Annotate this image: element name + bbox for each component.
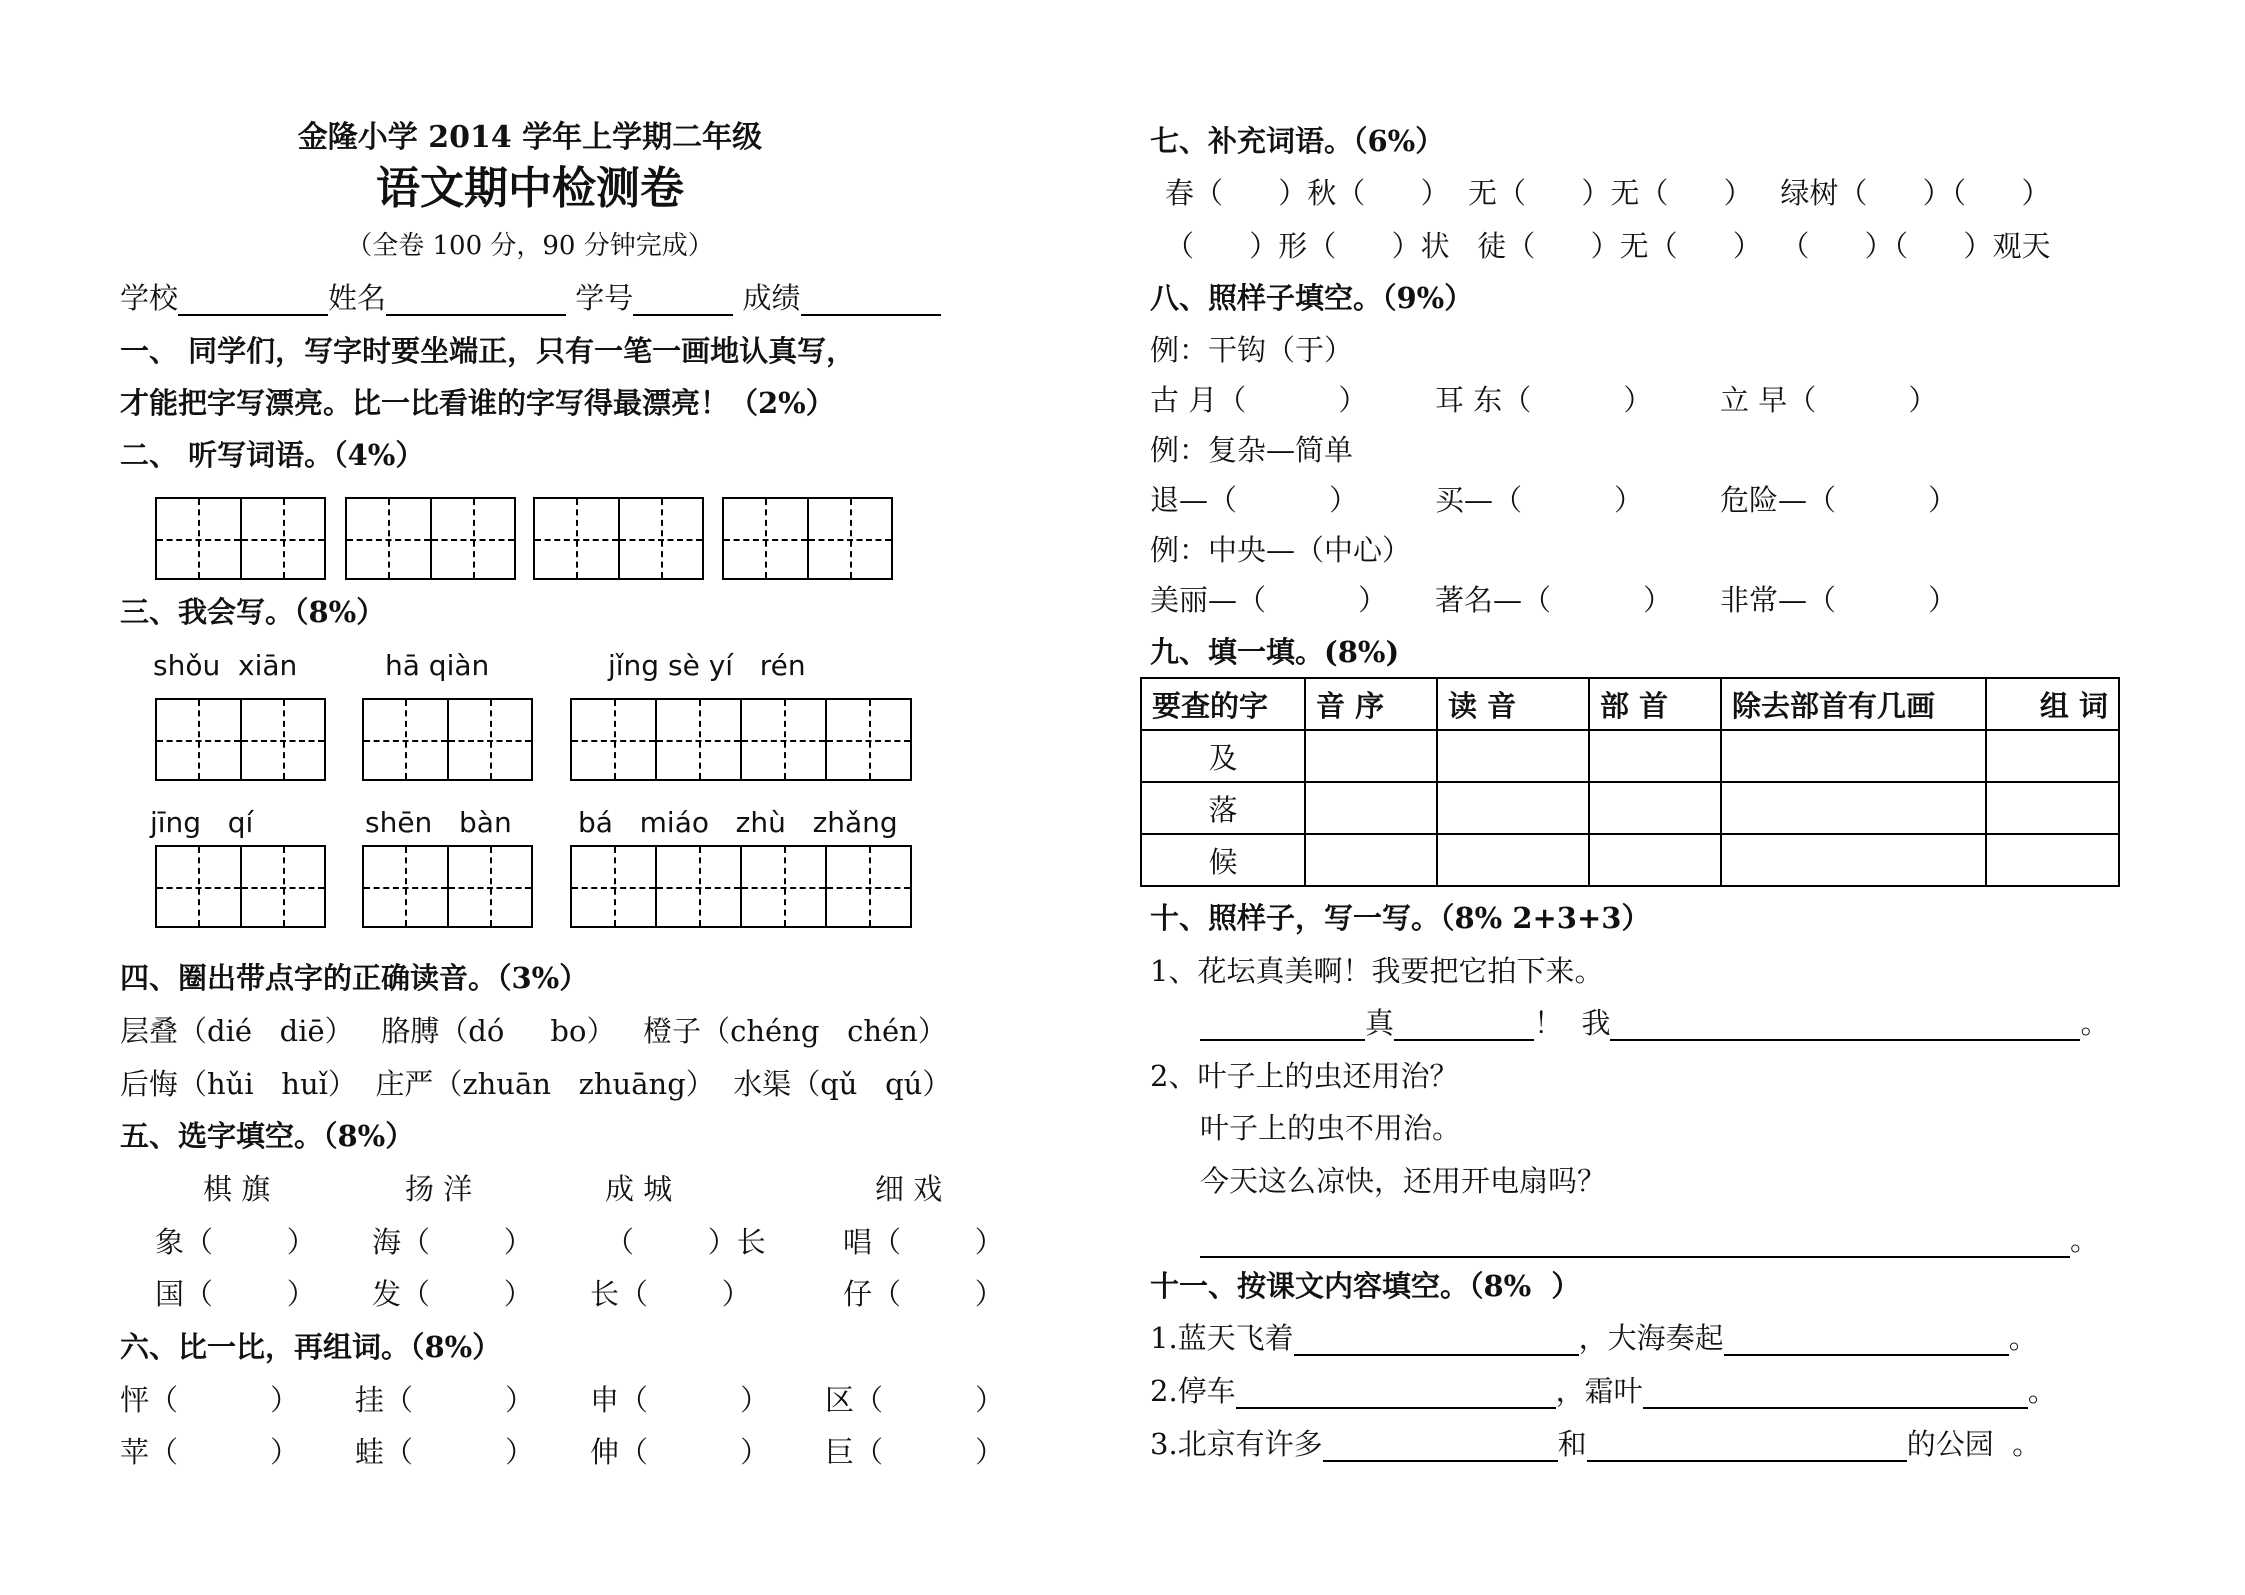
table-cell[interactable] bbox=[1721, 730, 1986, 782]
q1-blank-1[interactable] bbox=[1200, 1009, 1365, 1041]
pinyin-1: shǒu xiān bbox=[153, 649, 298, 682]
q1-word-1: 真 bbox=[1365, 1006, 1395, 1040]
section-9-title: 九、填一填。(8%) bbox=[1150, 635, 1400, 669]
table-cell[interactable] bbox=[1986, 834, 2119, 886]
section-10-title: 十、照样子，写一写。（8% 2+3+3） bbox=[1150, 901, 1651, 935]
table-header-cell: 除去部首有几画 bbox=[1721, 678, 1986, 730]
fill-5-1: 象（ ） bbox=[155, 1225, 316, 1259]
recite-line-3 bbox=[1150, 1426, 2041, 1462]
fill-8-4: 退—（ ） bbox=[1150, 483, 1359, 517]
q2-blank[interactable] bbox=[1200, 1226, 2070, 1258]
recite-2-a: 2.停车 bbox=[1150, 1374, 1236, 1408]
write-grid-6[interactable] bbox=[570, 845, 912, 928]
lookup-table bbox=[1140, 677, 2120, 887]
q2-end: 。 bbox=[2070, 1223, 2100, 1257]
exam-note: （全卷 100 分，90 分钟完成） bbox=[346, 231, 714, 261]
fill-5-5: 国（ ） bbox=[155, 1277, 316, 1311]
choice-group-4: 细 戏 bbox=[875, 1172, 943, 1206]
choice-group-2: 扬 洋 bbox=[405, 1172, 473, 1206]
recite-2-c: 。 bbox=[2027, 1374, 2057, 1408]
table-cell[interactable] bbox=[1721, 782, 1986, 834]
table-cell[interactable] bbox=[1721, 834, 1986, 886]
table-cell[interactable] bbox=[1589, 834, 1721, 886]
recite-3-c: 的公园 。 bbox=[1906, 1427, 2042, 1461]
pinyin-3: jǐng sè yí rén bbox=[608, 649, 806, 682]
section-5-title: 五、选字填空。（8%） bbox=[120, 1119, 415, 1153]
fill-8-6: 危险—（ ） bbox=[1720, 483, 1958, 517]
write-grid-3[interactable] bbox=[570, 698, 912, 781]
recite-line-1 bbox=[1150, 1320, 2038, 1356]
table-header-cell: 读 音 bbox=[1437, 678, 1589, 730]
field-number-label: 学号 bbox=[575, 281, 634, 315]
compare-8: 巨（ ） bbox=[825, 1435, 1005, 1469]
table-cell[interactable] bbox=[1305, 730, 1437, 782]
recite-1-a: 1.蓝天飞着 bbox=[1150, 1321, 1294, 1355]
school-line: 金隆小学 2014 学年上学期二年级 bbox=[297, 120, 763, 155]
write-grid-4[interactable] bbox=[155, 845, 326, 928]
fill-5-4: 唱（ ） bbox=[843, 1225, 1004, 1259]
compare-6: 蛙（ ） bbox=[355, 1435, 535, 1469]
table-cell[interactable] bbox=[1305, 834, 1437, 886]
q1-blank-3[interactable] bbox=[1610, 1009, 2080, 1041]
section-6-title: 六、比一比，再组词。（8%） bbox=[120, 1330, 502, 1364]
reading-line-2: 后悔（hǔi huǐ） 庄严（zhuān zhuāng） 水渠（qǔ qú） bbox=[120, 1067, 952, 1101]
example-2: 例：复杂—简单 bbox=[1150, 433, 1354, 467]
fill-8-7: 美丽—（ ） bbox=[1150, 583, 1388, 617]
section-1-title-line1: 一、 同学们，写字时要坐端正，只有一笔一画地认真写， bbox=[120, 334, 856, 368]
fill-8-8: 著名—（ ） bbox=[1435, 583, 1673, 617]
table-char-cell: 落 bbox=[1141, 782, 1305, 834]
q1-text: 1、花坛真美啊！我要把它拍下来。 bbox=[1150, 954, 1604, 988]
example-3: 例：中央—（中心） bbox=[1150, 533, 1412, 567]
table-header-cell: 组 词 bbox=[1986, 678, 2119, 730]
field-school-label: 学校 bbox=[120, 281, 179, 315]
section-11-title: 十一、按课文内容填空。（8% ） bbox=[1150, 1269, 1581, 1303]
table-row bbox=[1141, 834, 2119, 886]
q1-end: 。 bbox=[2080, 1006, 2110, 1040]
table-cell[interactable] bbox=[1437, 834, 1589, 886]
idiom-line-2: （ ）形（ ）状 徒（ ）无（ ） （ ）（ ）观天 bbox=[1165, 229, 2051, 263]
q2-question: 今天这么凉快，还用开电扇吗？ bbox=[1200, 1164, 1607, 1198]
name-blank[interactable] bbox=[386, 284, 566, 316]
table-cell[interactable] bbox=[1589, 730, 1721, 782]
school-blank[interactable] bbox=[178, 284, 328, 316]
compare-3: 申（ ） bbox=[590, 1383, 770, 1417]
student-info-line bbox=[120, 280, 941, 316]
example-1: 例：干钩（于） bbox=[1150, 333, 1354, 367]
q1-answer-line bbox=[1200, 1005, 2109, 1041]
fill-5-3: （ ）长 bbox=[605, 1225, 766, 1259]
fill-5-7: 长（ ） bbox=[590, 1277, 751, 1311]
table-cell[interactable] bbox=[1986, 730, 2119, 782]
dictation-grid-4[interactable] bbox=[722, 497, 893, 580]
score-blank[interactable] bbox=[801, 284, 941, 316]
recite-1-blank-1[interactable] bbox=[1294, 1324, 1579, 1356]
section-8-title: 八、照样子填空。（9%） bbox=[1150, 281, 1474, 315]
recite-1-b: ，大海奏起 bbox=[1578, 1321, 1724, 1355]
write-grid-5[interactable] bbox=[362, 845, 533, 928]
section-4-title: 四、圈出带点字的正确读音。（3%） bbox=[120, 961, 589, 995]
pinyin-6: bá miáo zhù zhǎng bbox=[578, 806, 898, 839]
recite-line-2 bbox=[1150, 1373, 2057, 1409]
idiom-line-1: 春（ ）秋（ ） 无（ ）无（ ） 绿树（ ）（ ） bbox=[1165, 176, 2051, 210]
fill-8-2: 耳 东（ ） bbox=[1435, 383, 1653, 417]
table-cell[interactable] bbox=[1437, 730, 1589, 782]
recite-3-a: 3.北京有许多 bbox=[1150, 1427, 1323, 1461]
reading-line-1: 层叠（dié diē） 胳膊（dó bo） 橙子（chéng chén） bbox=[120, 1014, 947, 1048]
table-header-cell: 要查的字 bbox=[1141, 678, 1305, 730]
q2-text: 2、叶子上的虫还用治？ bbox=[1150, 1059, 1459, 1093]
table-cell[interactable] bbox=[1305, 782, 1437, 834]
fill-5-6: 发（ ） bbox=[372, 1277, 533, 1311]
table-header-row bbox=[1141, 678, 2119, 730]
section-1-title-line2: 才能把字写漂亮。比一比看谁的字写得最漂亮！（2%） bbox=[120, 386, 835, 420]
fill-8-3: 立 早（ ） bbox=[1720, 383, 1938, 417]
dictation-grid-3[interactable] bbox=[533, 497, 704, 580]
table-char-cell: 及 bbox=[1141, 730, 1305, 782]
pinyin-2: hā qiàn bbox=[385, 649, 490, 682]
number-blank[interactable] bbox=[633, 284, 733, 316]
choice-group-3: 成 城 bbox=[605, 1172, 673, 1206]
q2-example: 叶子上的虫不用治。 bbox=[1200, 1111, 1462, 1145]
write-grid-2[interactable] bbox=[362, 698, 533, 781]
recite-1-c: 。 bbox=[2008, 1321, 2038, 1355]
section-3-title: 三、我会写。（8%） bbox=[120, 595, 386, 629]
table-cell[interactable] bbox=[1986, 782, 2119, 834]
recite-1-blank-2[interactable] bbox=[1724, 1324, 2009, 1356]
q1-word-2: ！ 我 bbox=[1534, 1006, 1611, 1040]
table-cell[interactable] bbox=[1437, 782, 1589, 834]
recite-2-blank-2[interactable] bbox=[1643, 1377, 2028, 1409]
recite-2-blank-1[interactable] bbox=[1236, 1377, 1556, 1409]
compare-2: 挂（ ） bbox=[355, 1383, 535, 1417]
choice-group-1: 棋 旗 bbox=[203, 1172, 271, 1206]
fill-8-1: 古 月（ ） bbox=[1150, 383, 1368, 417]
q1-blank-2[interactable] bbox=[1394, 1009, 1534, 1041]
fill-5-8: 仔（ ） bbox=[843, 1277, 1004, 1311]
pinyin-4: jīng qí bbox=[150, 806, 254, 839]
table-row bbox=[1141, 782, 2119, 834]
dictation-grid-1[interactable] bbox=[155, 497, 326, 580]
recite-3-blank-2[interactable] bbox=[1587, 1430, 1907, 1462]
section-7-title: 七、补充词语。（6%） bbox=[1150, 124, 1445, 158]
pinyin-5: shēn bàn bbox=[365, 806, 512, 839]
q2-answer-line bbox=[1200, 1222, 2099, 1258]
compare-7: 伸（ ） bbox=[590, 1435, 770, 1469]
table-header-cell: 音 序 bbox=[1305, 678, 1437, 730]
field-name-label: 姓名 bbox=[328, 281, 387, 315]
section-2-title: 二、 听写词语。（4%） bbox=[120, 438, 425, 472]
recite-2-b: ，霜叶 bbox=[1555, 1374, 1643, 1408]
fill-8-9: 非常—（ ） bbox=[1720, 583, 1958, 617]
recite-3-b: 和 bbox=[1557, 1427, 1587, 1461]
write-grid-1[interactable] bbox=[155, 698, 326, 781]
page-title: 语文期中检测卷 bbox=[376, 163, 684, 214]
fill-5-2: 海（ ） bbox=[372, 1225, 533, 1259]
compare-1: 怦（ ） bbox=[120, 1383, 300, 1417]
compare-5: 苹（ ） bbox=[120, 1435, 300, 1469]
dictation-grid-2[interactable] bbox=[345, 497, 516, 580]
fill-8-5: 买—（ ） bbox=[1435, 483, 1644, 517]
table-cell[interactable] bbox=[1589, 782, 1721, 834]
field-score-label: 成绩 bbox=[742, 281, 801, 315]
table-row bbox=[1141, 730, 2119, 782]
compare-4: 区（ ） bbox=[825, 1383, 1005, 1417]
recite-3-blank-1[interactable] bbox=[1323, 1430, 1558, 1462]
table-header-cell: 部 首 bbox=[1589, 678, 1721, 730]
table-char-cell: 候 bbox=[1141, 834, 1305, 886]
